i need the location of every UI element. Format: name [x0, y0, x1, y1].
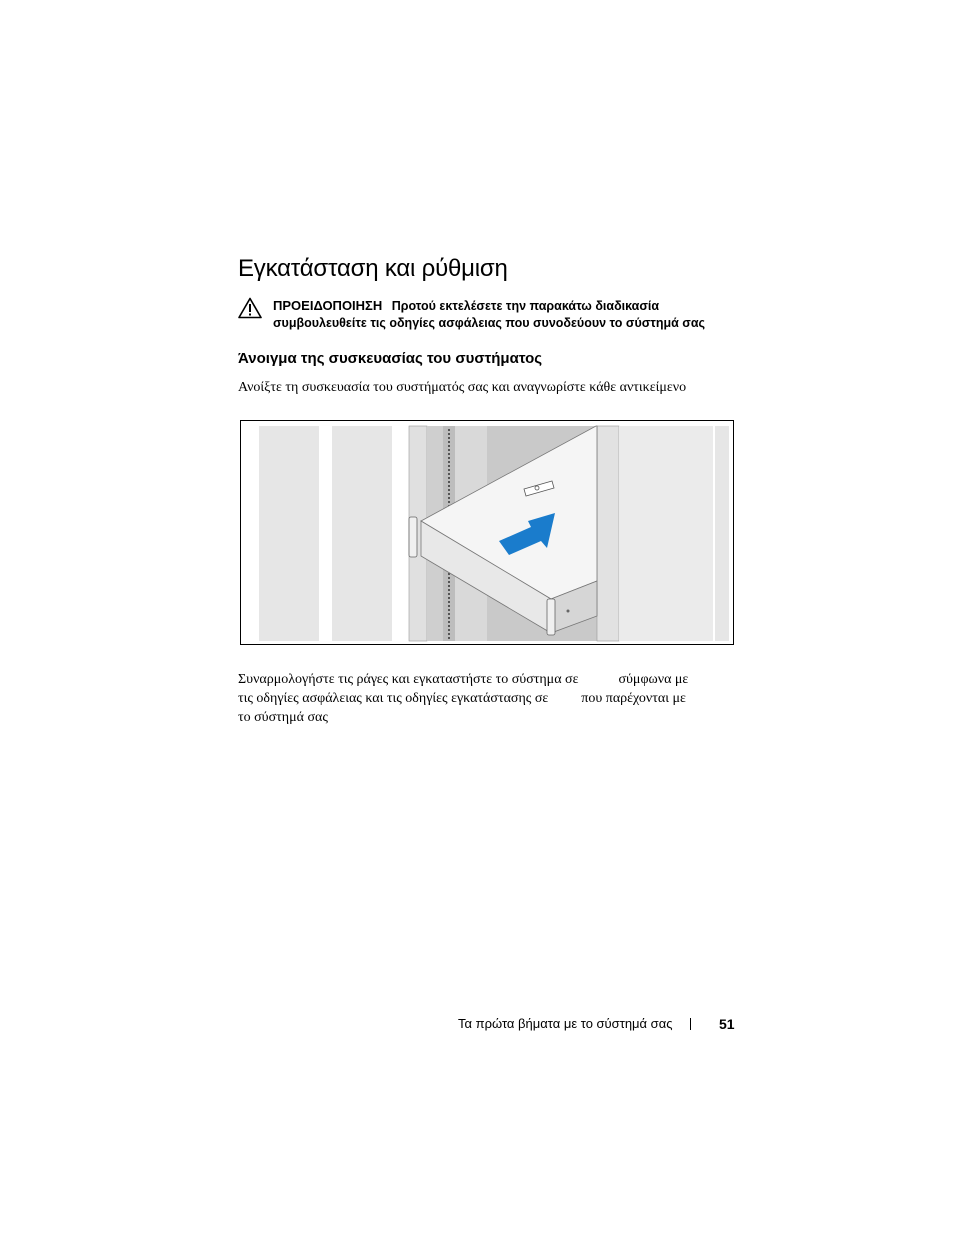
- footer-separator: [690, 1018, 691, 1030]
- server-rack-illustration: [240, 420, 734, 645]
- rack-post-right: [597, 426, 619, 641]
- install-line-2a: τις οδηγίες ασφάλειας και τις οδηγίες εγκατάστασης σε: [238, 691, 549, 706]
- rack-column-4: [715, 426, 729, 641]
- install-line-1a: Συναρμολογήστε τις ράγες και εγκαταστήστε το σύστημα σε: [238, 672, 579, 687]
- footer-title: Τα πρώτα βήματα με το σύστημά σας: [458, 1016, 673, 1031]
- intro-paragraph: Ανοίξτε τη συσκευασία του συστήματός σας και αναγνωρίστε κάθε αντικείμενο: [238, 380, 687, 395]
- handle-left: [409, 517, 417, 557]
- install-line-2b: που παρέχονται με: [581, 691, 686, 706]
- install-line-1b: σύμφωνα με: [618, 672, 689, 687]
- warning-block: [273, 297, 743, 332]
- handle-right: [547, 599, 555, 635]
- install-line-3: το σύστημά σας: [238, 710, 328, 725]
- install-paragraph: [238, 670, 688, 727]
- page-title: Εγκατάσταση και ρύθμιση: [238, 255, 508, 282]
- section-heading: Άνοιγμα της συσκευασίας του συστήματος: [238, 350, 543, 367]
- page-number: 51: [719, 1016, 735, 1032]
- power-led: [567, 610, 570, 613]
- rack-column-1: [259, 426, 319, 641]
- rack-column-3: [619, 426, 713, 641]
- warning-triangle-icon: [238, 297, 262, 319]
- warning-line-2: συμβουλευθείτε τις οδηγίες ασφάλειας που συνοδεύουν το σύστημά σας: [273, 316, 706, 330]
- rack-column-2: [332, 426, 392, 641]
- warning-line-1: Προτού εκτελέσετε την παρακάτω διαδικασία: [391, 299, 660, 313]
- warning-label: ΠΡΟΕΙΔΟΠΟΙΗΣΗ: [273, 298, 383, 313]
- rack-install-drawing: [241, 421, 734, 645]
